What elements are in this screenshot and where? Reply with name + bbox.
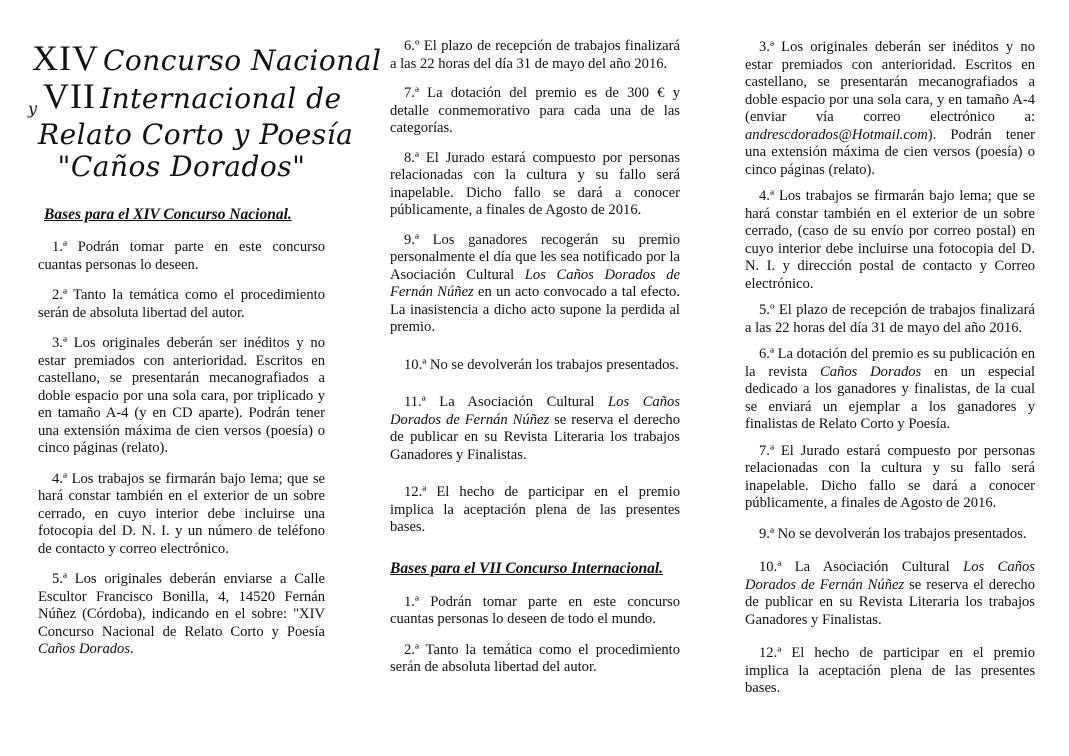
international-bases-heading: Bases para el VII Concurso Internacional. [390, 559, 664, 577]
international-base-10-italic: Los Caños Dorados de Fernán Núñez [745, 559, 1035, 593]
contest-title [28, 38, 382, 183]
national-base-9-italic: Los Caños Dorados de Fernán Núñez [390, 266, 681, 300]
title-line-4: "Caños Dorados" [57, 150, 306, 183]
national-base-5-text: 5.ª Los originales deberán enviarse a Calle Escultor Francisco Bonilla, 4, 14520 Fernán Núñez (Córdoba), indicando en el sobre: "XIV Concurso Nacional de Relato Corto y Poesía [38, 571, 325, 640]
national-base-3: 3.ª Los originales deberán ser inéditos y no estar premiados con anterioridad. Escritos en castellano, se presentarán mecanografiados a doble espacio por una sola cara, por triplicado y en tamaño A-4 (y en CD aparte). Podrán tener una extensión máxima de cien versos (poesía) o cinco páginas (relato). [38, 335, 325, 456]
international-base-2: 2.ª Tanto la temática como el procedimiento serán de absoluta libertad del autor. [390, 641, 680, 675]
national-base-6: 6.º El plazo de recepción de trabajos finalizará a las 22 horas del día 31 de mayo del año 2016. [390, 38, 680, 72]
column-left [28, 0, 382, 756]
international-base-10-end: se reserva el derecho de publicar en su Revista Literaria los trabajos Ganadores y Finalistas. [745, 576, 1035, 628]
national-base-2: 2.ª Tanto la temática como el procedimiento serán de absoluta libertad del autor. [38, 287, 325, 321]
international-base-6 [745, 346, 1035, 434]
international-base-12: 12.ª El hecho de participar en el premio implica la aceptación plena de las presentes bases. [745, 645, 1035, 696]
national-base-11 [390, 394, 680, 464]
international-base-7: 7.ª El Jurado estará compuesto por personas relacionadas con la cultura y su fallo será inapelable. Dicho fallo se dará a conocer públicamente, a finales de Agosto de 2016. [745, 442, 1035, 511]
international-base-3-end: ). Podrán tener una extensión máxima de cien versos (poesía) o cinco páginas (relato). [745, 126, 1035, 178]
international-base-10-text: 10.ª La Asociación Cultural [759, 559, 964, 575]
international-base-6-text: 6.ª La dotación del premio es su publicación en la revista [745, 346, 1035, 380]
title-roman-xiv: XIV [32, 38, 99, 78]
international-base-6-italic: Caños Dorados [820, 363, 922, 380]
international-base-1: 1.ª Podrán tomar parte en este concurso cuantas personas lo deseen de todo el mundo. [390, 593, 680, 627]
national-base-5-end: . [130, 641, 134, 657]
international-base-3-text: 3.ª Los originales deberán ser inéditos y no estar premiados con anterioridad. Escritos en castellano, se presentarán mecanografiados a doble espacio por una sola cara, y en tamaño A-4 (enviar vía correo electrónico a: [745, 39, 1035, 125]
national-base-9-text: 9.ª Los ganadores recogerán su premio personalmente el día que les sea notificado por la Asociación Cultural [390, 231, 680, 283]
national-base-8: 8.ª El Jurado estará compuesto por personas relacionadas con la cultura y su fallo será inapelable. Dicho fallo se dará a conocer públicamente, a finales de Agosto de 2016. [390, 149, 680, 218]
title-roman-vii: VII [43, 76, 97, 116]
national-base-12: 12.ª El hecho de participar en el premio implica la aceptación plena de las presentes bases. [390, 484, 680, 535]
title-script-internacional: Internacional de [100, 82, 342, 115]
national-base-5 [38, 571, 325, 659]
international-base-4: 4.ª Los trabajos se firmarán bajo lema; que se hará constar también en el exterior de un sobre cerrado, (caso de su envío por correo postal) en cuyo interior debe incluirse una fotocopia del D. N. I. y dirección postal de contacto y Correo electrónico. [745, 188, 1035, 292]
title-line-2 [28, 76, 342, 118]
title-line-1 [32, 38, 382, 78]
national-base-7: 7.ª La dotación del premio es de 300 € y detalle conmemorativo para cada una de las categorías. [390, 85, 680, 136]
national-base-11-italic: Los Caños Dorados de Fernán Núñez [390, 394, 681, 428]
national-base-9 [390, 232, 680, 337]
international-base-10 [745, 559, 1035, 629]
national-base-4: 4.ª Los trabajos se firmarán bajo lema; que se hará constar también en el exterior de un sobre cerrado, en cuyo interior debe incluirse una fotocopia del D. N. I. y un número de teléfono de contacto y correo electrónico. [38, 470, 325, 557]
international-base-9: 9.ª No se devolverán los trabajos presentados. [759, 525, 1027, 542]
national-base-11-text: 11.ª La Asociación Cultural [404, 394, 609, 410]
international-base-6-end: en un especial dedicado a los ganadores y finalistas, de la cual se enviará un ejemplar a los ganadores y finalistas de Relato Corto y Poesía. [745, 363, 1035, 432]
title-script-concurso-nacional: Concurso Nacional [102, 44, 382, 77]
national-base-5-italic: Caños Dorados [38, 641, 131, 657]
column-middle [390, 0, 680, 756]
title-conjunction: y [28, 99, 38, 118]
column-right [745, 0, 1035, 756]
national-base-1: 1.ª Podrán tomar parte en este concurso cuantas personas lo deseen. [38, 239, 325, 273]
title-line-3: Relato Corto y Poesía [38, 118, 354, 151]
national-base-9-end: en un acto convocado a tal efecto. La inasistencia a dicho acto supone la perdida al premio. [390, 284, 680, 335]
national-base-10: 10.ª No se devolverán los trabajos presentados. [404, 356, 679, 373]
international-base-5: 5.º El plazo de recepción de trabajos finalizará a las 22 horas del día 31 de mayo del año 2016. [745, 302, 1035, 336]
international-base-3-email: andrescdorados@Hotmail.com [745, 126, 928, 143]
international-base-3 [745, 39, 1035, 179]
national-bases-heading: Bases para el XIV Concurso Nacional. [44, 206, 292, 223]
national-base-11-end: se reserva el derecho de publicar en su Revista Literaria los trabajos Ganadores y Finalistas. [390, 411, 680, 463]
